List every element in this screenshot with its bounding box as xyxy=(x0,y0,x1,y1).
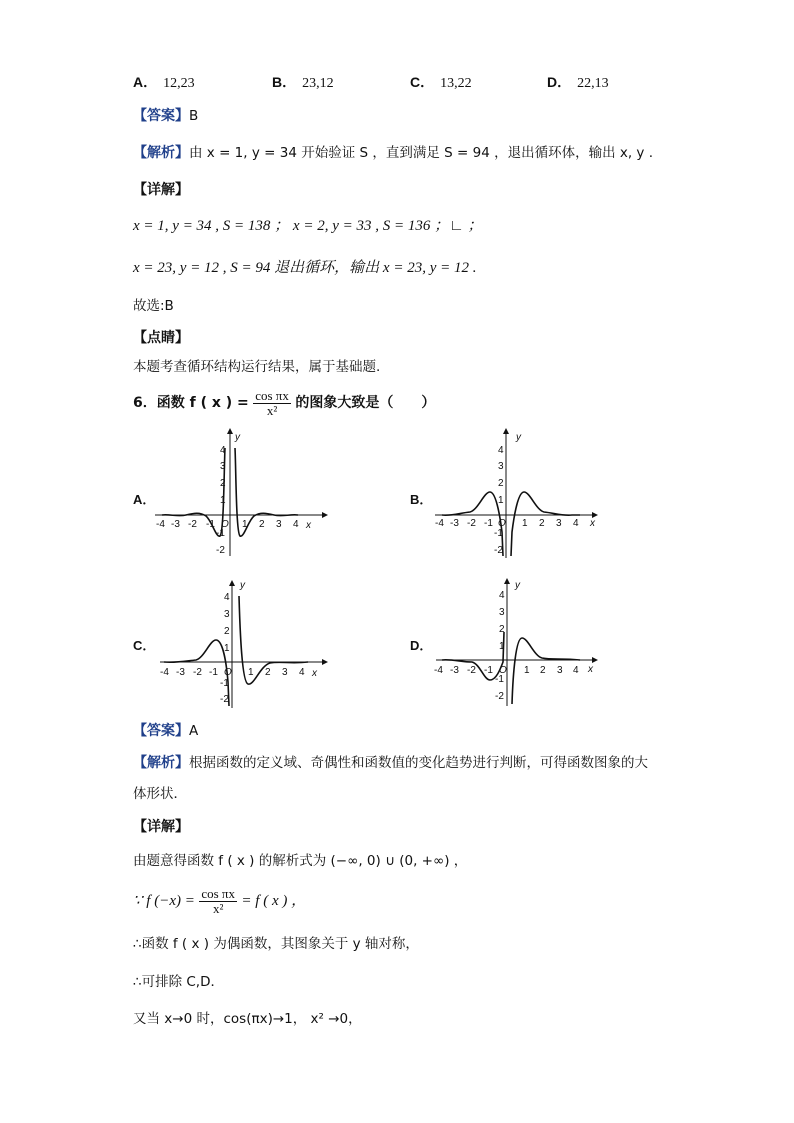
x-tick: -3 xyxy=(176,667,185,678)
y-axis-name: y xyxy=(516,432,521,443)
detail-tag: 【详解】 xyxy=(133,182,189,198)
x-tick: 3 xyxy=(282,667,288,678)
x-axis-name: x xyxy=(312,668,317,679)
y-tick: -1 xyxy=(494,528,503,539)
y-tick: 4 xyxy=(499,590,505,601)
x-tick: 1 xyxy=(248,667,254,678)
option-value: 22,13 xyxy=(577,76,609,91)
answer-tag: 【答案】 xyxy=(133,723,189,739)
y-tick: 1 xyxy=(498,495,504,506)
x-tick: -2 xyxy=(188,519,197,530)
graph-b xyxy=(430,428,610,560)
option-letter: A． xyxy=(133,74,158,90)
analysis-line-2b: 体形状． xyxy=(133,786,187,802)
y-tick: -2 xyxy=(216,545,225,556)
equation-prefix: ∵ f (−x) = xyxy=(133,893,195,909)
question-prefix: 6．函数 f ( x ) = xyxy=(133,395,249,411)
x-tick: 3 xyxy=(557,665,563,676)
x-tick: 4 xyxy=(299,667,305,678)
axes xyxy=(155,428,328,556)
y-tick: 4 xyxy=(224,592,230,603)
y-tick: -2 xyxy=(494,545,503,556)
option-letter: D． xyxy=(547,74,572,90)
question-suffix: 的图象大致是（ ） xyxy=(295,395,436,411)
x-tick: -2 xyxy=(467,665,476,676)
fraction-numerator: cos πx xyxy=(255,387,289,403)
y-tick: -1 xyxy=(495,674,504,685)
analysis-tag: 【解析】 xyxy=(133,145,189,161)
y-tick: -2 xyxy=(495,691,504,702)
graph-c xyxy=(150,572,330,710)
answer-line-2 xyxy=(133,721,198,741)
option-value: 13,22 xyxy=(440,76,472,91)
graph-label-c: C． xyxy=(133,638,156,653)
y-tick: 3 xyxy=(224,609,230,620)
y-tick: 2 xyxy=(220,478,226,489)
option-letter: C． xyxy=(410,74,435,90)
option-b xyxy=(272,72,334,92)
y-tick: -2 xyxy=(220,694,229,705)
x-tick: -2 xyxy=(193,667,202,678)
x-tick: 3 xyxy=(556,518,562,529)
x-tick: -2 xyxy=(467,518,476,529)
x-tick: 2 xyxy=(265,667,271,678)
answer-value: A xyxy=(189,723,199,739)
detail-line-5: 又当 x→0 时，cos(πx)→1， x² →0， xyxy=(133,1011,362,1027)
graph-label-a: A． xyxy=(133,492,156,507)
detail-tag: 【详解】 xyxy=(133,819,189,835)
x-tick: 1 xyxy=(522,518,528,529)
analysis-text: 由 x = 1, y = 34 开始验证 S ，直到满足 S = 94 ，退出循环体，输出 x, y . xyxy=(189,145,654,161)
graph-a xyxy=(150,428,330,560)
x-tick: 4 xyxy=(573,518,579,529)
y-tick: 2 xyxy=(499,624,505,635)
detail-line-2 xyxy=(133,884,306,918)
x-axis-name: x xyxy=(588,664,593,675)
fraction-denominator: x² xyxy=(212,900,224,916)
analysis-tag: 【解析】 xyxy=(133,755,189,771)
x-tick: 1 xyxy=(242,519,248,530)
y-tick: -1 xyxy=(220,678,229,689)
equation-suffix: = f ( x ) ， xyxy=(241,893,307,909)
detail-line-3: ∴函数 f ( x ) 为偶函数，其图象关于 y 轴对称， xyxy=(133,936,419,952)
graph-d xyxy=(430,572,610,710)
curve xyxy=(164,596,308,706)
x-tick: -3 xyxy=(171,519,180,530)
y-axis-name: y xyxy=(240,580,245,591)
option-a xyxy=(133,72,195,92)
step-line-1: x = 1, y = 34 , S = 138 ； x = 2, y = 33 , S = 136 ；∟ ； xyxy=(133,218,483,234)
x-tick: 2 xyxy=(259,519,265,530)
x-tick: 2 xyxy=(539,518,545,529)
y-tick: -1 xyxy=(216,528,225,539)
answer-tag: 【答案】 xyxy=(133,108,189,124)
origin-label: O xyxy=(221,519,229,530)
origin-label: O xyxy=(224,667,232,678)
x-tick: -4 xyxy=(160,667,169,678)
option-letter: B． xyxy=(272,74,297,90)
y-tick: 3 xyxy=(499,607,505,618)
question-fraction xyxy=(253,389,291,418)
detail-heading-2 xyxy=(133,817,189,837)
x-tick: -1 xyxy=(484,665,493,676)
x-tick: 4 xyxy=(293,519,299,530)
x-tick: -4 xyxy=(435,518,444,529)
question-6 xyxy=(133,388,435,418)
axes xyxy=(435,428,598,558)
y-tick: 3 xyxy=(220,461,226,472)
comment-tag: 【点睛】 xyxy=(133,330,189,346)
y-tick: 2 xyxy=(224,626,230,637)
y-tick: 1 xyxy=(224,643,230,654)
fraction-numerator: cos πx xyxy=(201,885,235,901)
x-tick: 4 xyxy=(573,665,579,676)
x-axis-name: x xyxy=(306,520,311,531)
x-tick: -3 xyxy=(450,665,459,676)
x-tick: 2 xyxy=(540,665,546,676)
x-tick: -3 xyxy=(450,518,459,529)
analysis-line-1 xyxy=(133,143,653,163)
y-axis-name: y xyxy=(235,432,240,443)
x-tick: -4 xyxy=(156,519,165,530)
x-tick: 3 xyxy=(276,519,282,530)
x-tick: 1 xyxy=(524,665,530,676)
x-tick: -1 xyxy=(206,519,215,530)
answer-line-1 xyxy=(133,106,198,126)
y-tick: 2 xyxy=(498,478,504,489)
option-value: 23,12 xyxy=(302,76,334,91)
y-axis-name: y xyxy=(515,580,520,591)
answer-value: B xyxy=(189,108,199,124)
graph-label-b: B． xyxy=(410,492,433,507)
x-axis-name: x xyxy=(590,518,595,529)
detail-line-1: 由题意得函数 f ( x ) 的解析式为 (−∞, 0) ∪ (0, +∞) ， xyxy=(133,853,468,869)
option-d xyxy=(547,72,609,92)
x-tick: -1 xyxy=(484,518,493,529)
option-value: 12,23 xyxy=(163,76,195,91)
equation-fraction xyxy=(199,887,237,916)
analysis-line-2 xyxy=(133,753,648,773)
y-tick: 3 xyxy=(498,461,504,472)
fraction-denominator: x² xyxy=(266,402,278,418)
axes xyxy=(434,578,598,706)
y-tick: 4 xyxy=(220,445,226,456)
origin-label: O xyxy=(499,665,507,676)
axes xyxy=(160,580,328,708)
origin-label: O xyxy=(498,518,506,529)
step-line-2: x = 23, y = 12 , S = 94 退出循环，输出 x = 23, y = 12 . xyxy=(133,260,477,276)
comment-heading xyxy=(133,328,189,348)
y-tick: 4 xyxy=(498,445,504,456)
comment-text: 本题考查循环结构运行结果，属于基础题. xyxy=(133,359,381,375)
x-tick: -4 xyxy=(434,665,443,676)
choose-line: 故选:B xyxy=(133,298,174,314)
y-tick: 1 xyxy=(220,495,226,506)
detail-line-4: ∴可排除 C,D． xyxy=(133,974,224,990)
detail-heading-1 xyxy=(133,180,189,200)
analysis-text: 根据函数的定义域、奇偶性和函数值的变化趋势进行判断，可得函数图象的大 xyxy=(189,755,648,771)
y-tick: 1 xyxy=(499,641,505,652)
x-tick: -1 xyxy=(209,667,218,678)
graph-label-d: D． xyxy=(410,638,433,653)
option-c xyxy=(410,72,472,92)
